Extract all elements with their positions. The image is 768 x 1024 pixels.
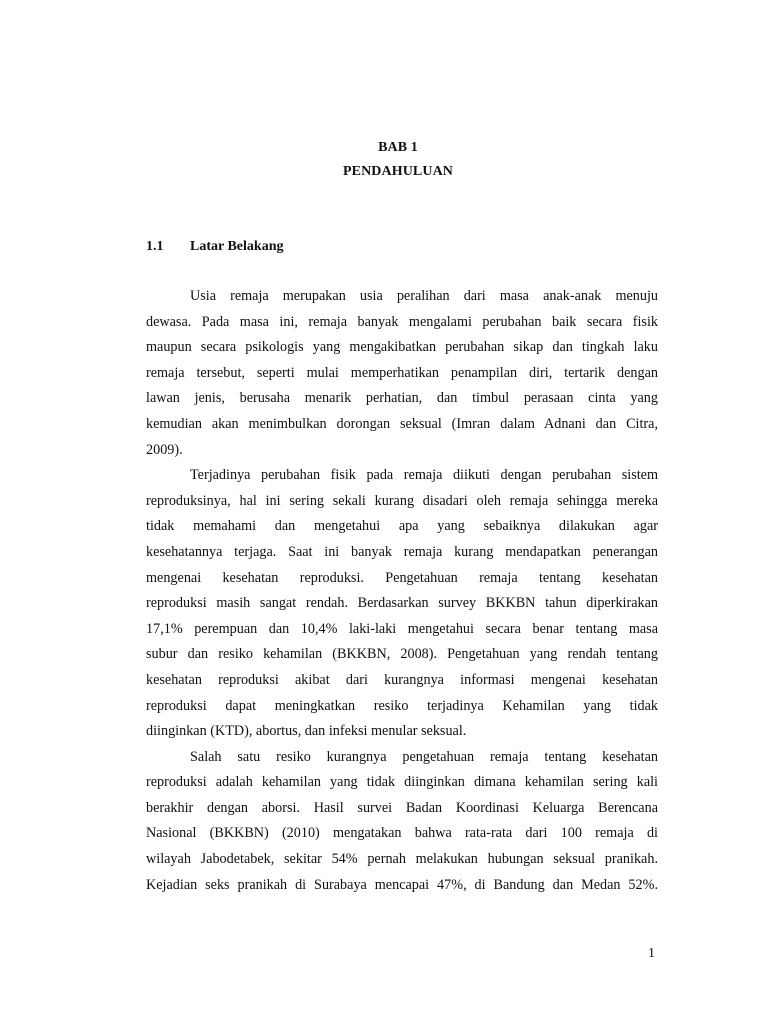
text-line: Nasional (BKKBN) (2010) mengatakan bahwa rata-rata dari 100 remaja di: [146, 825, 658, 842]
text-line: reproduksinya, hal ini sering sekali kurang disadari oleh remaja sehingga mereka: [146, 492, 658, 509]
text-line: 17,1% perempuan dan 10,4% laki-laki mengetahui secara benar tentang masa: [146, 620, 658, 637]
section-number: 1.1: [146, 239, 164, 254]
page-number: 1: [648, 946, 655, 961]
text-line: Terjadinya perubahan fisik pada remaja diikuti dengan perubahan sistem: [190, 467, 658, 484]
text-line: wilayah Jabodetabek, sekitar 54% pernah melakukan hubungan seksual pranikah.: [146, 851, 658, 868]
text-line: reproduksi adalah kehamilan yang tidak diinginkan dimana kehamilan sering kali: [146, 774, 658, 791]
paragraph: [146, 284, 658, 463]
text-line: lawan jenis, berusaha menarik perhatian, dan timbul perasaan cinta yang: [146, 390, 658, 407]
text-line: Salah satu resiko kurangnya pengetahuan remaja tentang kesehatan: [190, 748, 658, 765]
text-line: dewasa. Pada masa ini, remaja banyak mengalami perubahan baik secara fisik: [146, 313, 658, 330]
chapter-title: PENDAHULUAN: [343, 164, 453, 179]
text-line: kesehatannya terjaga. Saat ini banyak remaja kurang mendapatkan penerangan: [146, 543, 658, 560]
text-line: reproduksi dapat meningkatkan resiko terjadinya Kehamilan yang tidak: [146, 697, 658, 714]
text-line: kemudian akan menimbulkan dorongan seksual (Imran dalam Adnani dan Citra,: [146, 415, 658, 432]
body-text: [146, 284, 658, 898]
text-line: subur dan resiko kehamilan (BKKBN, 2008). Pengetahuan yang rendah tentang: [146, 646, 658, 663]
section-heading: [146, 239, 283, 255]
text-line: berakhir dengan aborsi. Hasil survei Badan Koordinasi Keluarga Berencana: [146, 799, 658, 816]
text-line: remaja tersebut, seperti mulai memperhatikan penampilan diri, tertarik dengan: [146, 364, 658, 381]
text-line: kesehatan reproduksi akibat dari kurangnya informasi mengenai kesehatan: [146, 671, 658, 688]
chapter-number: BAB 1: [378, 140, 418, 155]
section-title: Latar Belakang: [190, 239, 284, 254]
text-line: tidak memahami dan mengetahui apa yang sebaiknya dilakukan agar: [146, 518, 658, 535]
text-line: reproduksi masih sangat rendah. Berdasarkan survey BKKBN tahun diperkirakan: [146, 595, 658, 612]
text-line: mengenai kesehatan reproduksi. Pengetahuan remaja tentang kesehatan: [146, 569, 658, 586]
paragraph: [146, 463, 658, 745]
text-line: 2009).: [146, 441, 183, 458]
text-line: Kejadian seks pranikah di Surabaya mencapai 47%, di Bandung dan Medan 52%.: [146, 876, 658, 893]
text-line: maupun secara psikologis yang mengakibatkan perubahan sikap dan tingkah laku: [146, 339, 658, 356]
paragraph: [146, 745, 658, 899]
text-line: Usia remaja merupakan usia peralihan dari masa anak-anak menuju: [190, 288, 658, 304]
text-line: diinginkan (KTD), abortus, dan infeksi menular seksual.: [146, 723, 467, 740]
